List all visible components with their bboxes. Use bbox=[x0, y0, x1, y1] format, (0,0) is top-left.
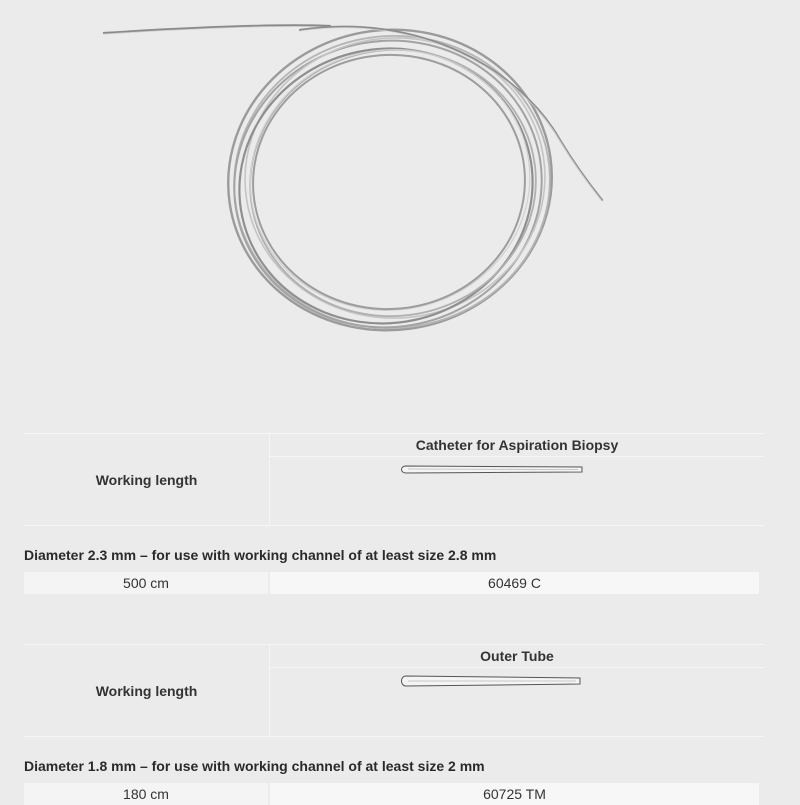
length-value: 180 cm bbox=[24, 783, 268, 805]
product-name: Catheter for Aspiration Biopsy bbox=[270, 434, 764, 457]
working-length-label: Working length bbox=[24, 645, 270, 737]
tube-tip-icon bbox=[398, 673, 584, 689]
table-row bbox=[24, 572, 759, 594]
order-code: 60469 C bbox=[270, 572, 759, 594]
working-length-label: Working length bbox=[24, 434, 270, 526]
catheter-tip-icon bbox=[398, 462, 584, 478]
spec-table-header bbox=[24, 433, 764, 526]
spec-table-header bbox=[24, 644, 764, 737]
diameter-spec: Diameter 1.8 mm – for use with working channel of at least size 2 mm bbox=[24, 758, 485, 774]
length-value: 500 cm bbox=[24, 572, 268, 594]
product-name: Outer Tube bbox=[270, 645, 764, 668]
diameter-spec: Diameter 2.3 mm – for use with working channel of at least size 2.8 mm bbox=[24, 547, 497, 563]
order-code: 60725 TM bbox=[270, 783, 759, 805]
table-row bbox=[24, 783, 759, 805]
coiled-catheter-image bbox=[0, 0, 800, 400]
